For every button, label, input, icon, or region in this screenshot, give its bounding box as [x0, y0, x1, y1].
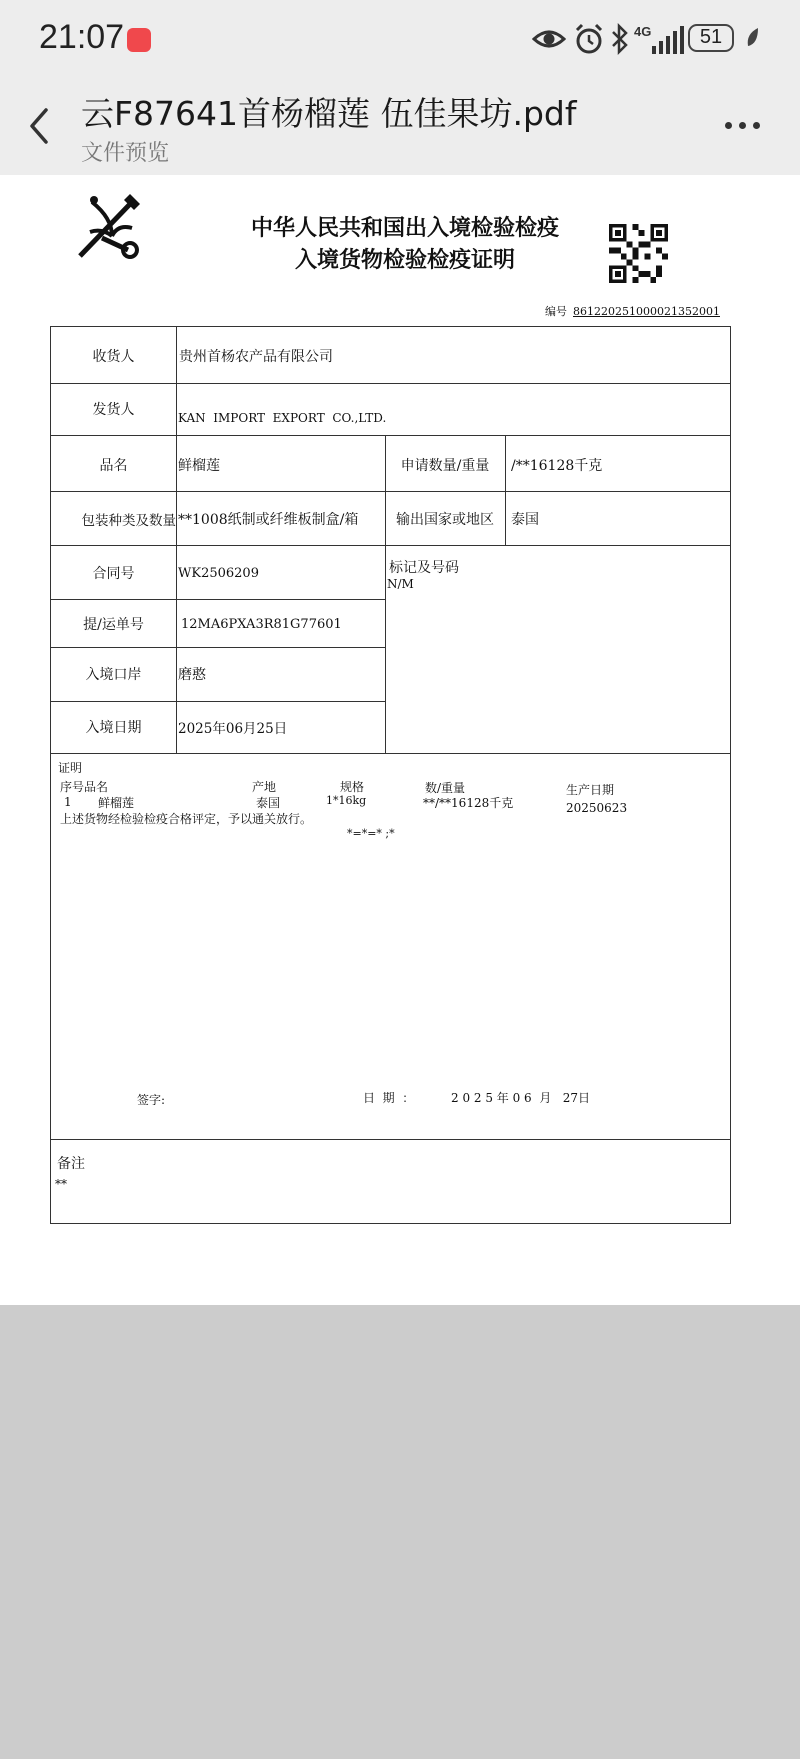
more-dot: [739, 122, 746, 129]
proof-label: 证明: [58, 761, 83, 775]
sign-label: 签字:: [137, 1093, 166, 1107]
item-name: 鲜榴莲: [98, 796, 135, 810]
proof-end-mark: *=*=* ;*: [347, 827, 395, 840]
col-qty: 数/重量: [425, 781, 466, 795]
item-prod-date: 20250623: [566, 801, 628, 815]
more-dot: [725, 122, 732, 129]
col-spec: 规格: [340, 780, 365, 794]
row-divider: [51, 753, 730, 754]
quantity-label: 申请数量/重量: [400, 458, 490, 474]
serial-number: [545, 303, 720, 319]
back-button[interactable]: [22, 104, 56, 148]
consignor-label: 发货人: [92, 402, 135, 418]
more-options-button[interactable]: [722, 116, 762, 136]
contract-value: WK2506209: [178, 566, 259, 581]
port-value: 磨憨: [178, 667, 206, 683]
remarks-value: **: [55, 1177, 67, 1191]
country-label: 输出国家或地区: [396, 512, 494, 528]
entry-date-value: 2025年06月25日: [178, 721, 288, 737]
row-divider: [51, 647, 385, 648]
eye-icon: [532, 22, 566, 56]
top-bar: [0, 0, 800, 175]
serial-label: 编号: [545, 305, 567, 318]
marks-label: 标记及号码: [389, 560, 459, 576]
row-divider: [51, 1139, 730, 1140]
row-divider: [51, 599, 385, 600]
col-divider: [176, 327, 177, 753]
consignee-value: 贵州首杨农产品有限公司: [179, 349, 333, 365]
consignee-label: 收货人: [92, 349, 135, 365]
bluetooth-icon: [610, 22, 630, 56]
certificate-title: [200, 213, 610, 277]
proof-statement: 上述货物经检验检疫合格评定，予以通关放行。: [60, 812, 313, 826]
row-divider: [51, 435, 730, 436]
col-divider: [385, 435, 386, 753]
item-spec: 1*16kg: [326, 794, 367, 807]
country-value: 泰国: [511, 512, 539, 528]
col-seq-name: 序号品名: [60, 780, 109, 794]
col-divider: [505, 435, 506, 545]
serial-value: 861220251000021352001: [573, 305, 720, 318]
bill-value: 12MA6PXA3R81G77601: [181, 617, 342, 632]
document-title: 云F87641首杨榴莲 伍佳果坊.pdf: [81, 94, 577, 133]
col-origin: 产地: [252, 780, 277, 794]
signal-icon: [650, 22, 686, 56]
item-seq: 1: [64, 795, 72, 809]
contract-label: 合同号: [92, 566, 135, 582]
item-qty: **/**16128千克: [423, 796, 514, 810]
product-value: 鲜榴莲: [178, 458, 220, 474]
leaf-icon: [744, 26, 762, 52]
issue-date-value: 2 0 2 5 年 0 6 月 27日: [451, 1091, 591, 1105]
document-subtitle: 文件预览: [81, 141, 170, 166]
entry-date-label: 入境日期: [85, 720, 142, 736]
port-label: 入境口岸: [85, 667, 142, 683]
bill-label: 提/运单号: [83, 617, 144, 633]
status-icons: [532, 22, 772, 58]
row-divider: [51, 701, 385, 702]
customs-emblem-icon: [72, 188, 147, 263]
network-type: 4G: [634, 24, 652, 39]
alarm-icon: [574, 22, 604, 56]
row-divider: [51, 491, 730, 492]
pdf-page: [0, 175, 800, 1305]
row-divider: [51, 545, 730, 546]
huawei-app-icon: [127, 28, 151, 52]
consignor-value: KAN IMPORT EXPORT CO.,LTD.: [178, 411, 387, 425]
issue-date-label: 日 期 ：: [363, 1091, 415, 1105]
package-value: **1008纸制或纤维板制盒/箱: [178, 512, 359, 528]
product-label: 品名: [99, 458, 128, 474]
remarks-label: 备注: [57, 1156, 85, 1172]
certificate-table: [50, 326, 731, 1224]
qr-code: [609, 224, 668, 283]
certificate-title-line1: 中华人民共和国出入境检验检疫: [250, 216, 559, 241]
viewer-background: [0, 1305, 800, 1759]
marks-value: N/M: [387, 577, 414, 591]
col-prod-date: 生产日期: [566, 783, 615, 797]
battery-icon: 51: [688, 24, 734, 52]
status-time: 21:07: [39, 18, 125, 56]
row-divider: [51, 383, 730, 384]
more-dot: [753, 122, 760, 129]
item-origin: 泰国: [256, 796, 281, 810]
certificate-title-line2: 入境货物检验检疫证明: [294, 248, 515, 273]
quantity-value: /**16128千克: [511, 458, 603, 474]
package-label: 包装种类及数量: [81, 513, 176, 529]
